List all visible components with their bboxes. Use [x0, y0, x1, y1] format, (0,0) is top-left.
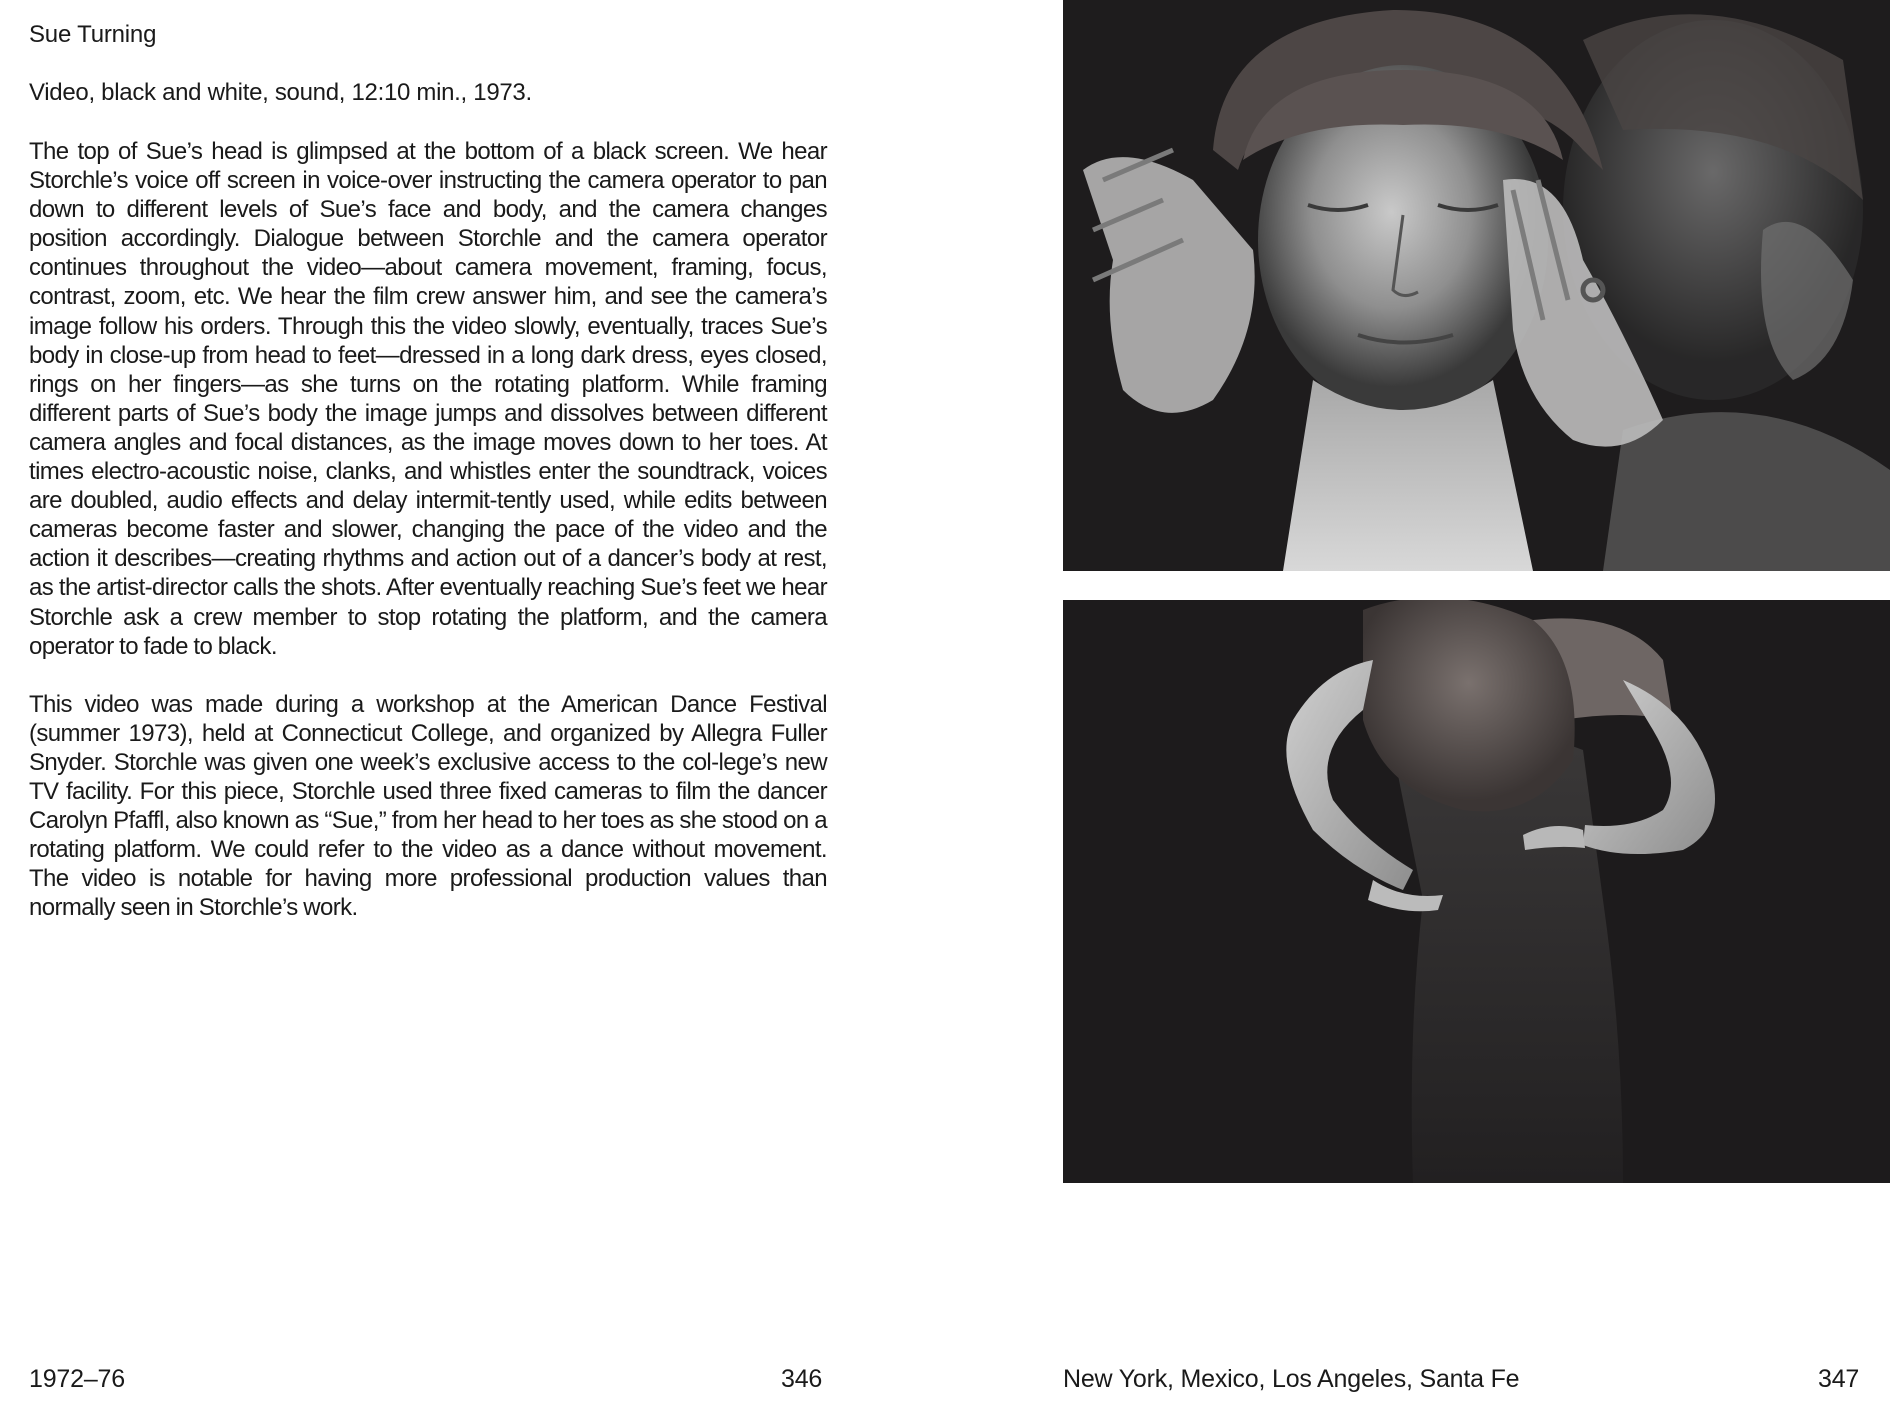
left-page-number: 346 [781, 1365, 823, 1393]
video-still-top [1063, 0, 1890, 571]
video-still-top-graphic [1063, 0, 1890, 571]
left-footer-date-range: 1972–76 [29, 1365, 125, 1393]
description-paragraph: The top of Sue’s head is glimpsed at the bottom of a black screen. We hear Storchle’s voice off screen in voice-over instructing the camera operator to pan down to different levels of Sue’s face and body, and the camera changes position accordingly. Dialogue between Storchle and the camera operator continues throughout the video—about camera movement, framing, focus, contrast, zoom, etc. We hear the film crew answer him, and see the camera’s image follow his orders. Through this the video slowly, eventually, traces Sue’s body in close-up from head to feet—dressed in a long dark dress, eyes closed, rings on her fingers—as she turns on the rotating platform. While framing different parts of Sue’s body the image jumps and dissolves between different camera angles and focal distances, as the image moves down to her toes. At times electro-acoustic noise, clanks, and whistles enter the soundtrack, voices are doubled, audio effects and delay intermit-tently used, while edits between cameras become faster and slower, changing the pace of the video and the action it describes—creating rhythms and action out of a dancer’s body at rest, as the artist-director calls the shots. After eventually reaching Sue’s feet we hear Storchle ask a crew member to stop rotating the platform, and the camera operator to fade to black. [29, 138, 827, 660]
left-page-text [29, 20, 827, 951]
artwork-title: Sue Turning [29, 21, 157, 48]
right-footer-places: New York, Mexico, Los Angeles, Santa Fe [1063, 1365, 1520, 1393]
right-page-number: 347 [1818, 1365, 1860, 1393]
artwork-meta: Video, black and white, sound, 12:10 min., 1973. [29, 79, 532, 106]
video-still-bottom-graphic [1063, 600, 1890, 1183]
video-still-bottom [1063, 600, 1890, 1183]
context-paragraph: This video was made during a workshop at the American Dance Festival (summer 1973), held at Connecticut College, and organized by Allegra Fuller Snyder. Storchle was given one week’s exclusive access to the col-lege’s new TV facility. For this piece, Storchle used three fixed cameras to film the dancer Carolyn Pfaffl, also known as “Sue,” from her head to her toes as she stood on a rotating platform. We could refer to the video as a dance without movement. The video is notable for having more professional production values than normally seen in Storchle’s work. [29, 690, 827, 922]
